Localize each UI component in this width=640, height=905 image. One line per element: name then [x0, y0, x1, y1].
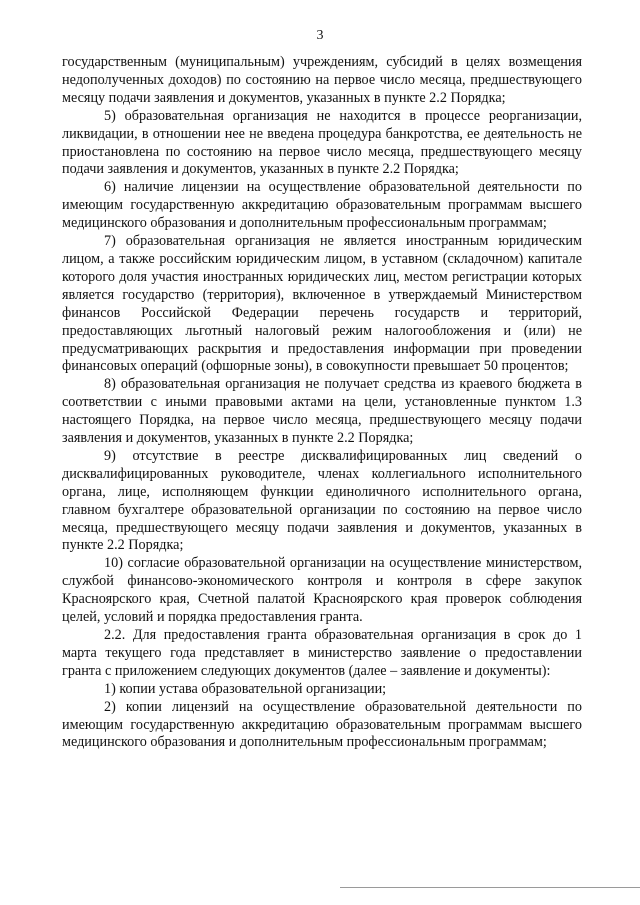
paragraph-section-2-2: 2.2. Для предоставления гранта образовательная организация в срок до 1 марта текущего года представляет в министерство заявление о предоставлении гранта с приложением следующих документов (далее – заявление и документы): — [62, 627, 582, 679]
page-number: 3 — [316, 28, 324, 43]
paragraph-item-7: 7) образовательная организация не является иностранным юридическим лицом, а также российским юридическим лицом, в уставном (складочном) капитале которого доля участия иностранных юридических лиц, местом регистрации которых является государство (территория), включенное в утверждаемый Министерством финансов Российской Федерации перечень государств и территорий, предоставляющих льготный налоговый режим налогообложения и (или) не предусматривающих раскрытия и предоставления информации при проведении финансовых операций (офшорные зоны), в совокупности превышает 50 процентов; — [62, 233, 582, 375]
paragraph-item-9: 9) отсутствие в реестре дисквалифицированных лиц сведений о дисквалифицированных руководителе, членах коллегиального исполнительного органа, лице, исполняющем функции единоличного исполнительного органа, главном бухгалтере образовательной организации по состоянию на первое число месяца, предшествующего месяцу подачи заявления и документов, указанных в пункте 2.2 Порядка; — [62, 447, 582, 554]
document-body — [62, 54, 582, 752]
paragraph-item-6: 6) наличие лицензии на осуществление образовательной деятельности по имеющим государственную аккредитацию образовательным программам высшего медицинского образования и дополнительным профессиональным программам; — [62, 179, 582, 232]
scan-edge-line — [340, 887, 640, 888]
paragraph-list-item-2: 2) копии лицензий на осуществление образовательной деятельности по имеющим государственную аккредитацию образовательным программам высшего медицинского образования и дополнительным профессиональным программам; — [62, 698, 582, 751]
paragraph-item-10: 10) согласие образовательной организации на осуществление министерством, службой финансово-экономического контроля и контроля в сфере закупок Красноярского края, Счетной палатой Красноярского края проверок соблюдения целей, условий и порядка предоставления гранта. — [62, 555, 582, 626]
paragraph-list-item-1: 1) копии устава образовательной организации; — [104, 680, 387, 697]
paragraph-item-8: 8) образовательная организация не получает средства из краевого бюджета в соответствии с иными правовыми актами на цели, установленные пунктом 1.3 настоящего Порядка, на первое число месяца, предшествующего месяцу подачи заявления и документов, указанных в пункте 2.2 Порядка; — [62, 376, 582, 447]
paragraph-item-5: 5) образовательная организация не находится в процессе реорганизации, ликвидации, в отношении нее не введена процедура банкротства, ее деятельность не приостановлена по состоянию на первое число месяца, предшествующего месяцу подачи заявления и документов, указанных в пункте 2.2 Порядка; — [62, 107, 582, 178]
paragraph-continuation: государственным (муниципальным) учреждениям, субсидий в целях возмещения недополученных доходов) по состоянию на первое число месяца, предшествующего месяцу подачи заявления и документов, указанных в пункте 2.2 Порядка; — [62, 54, 582, 106]
